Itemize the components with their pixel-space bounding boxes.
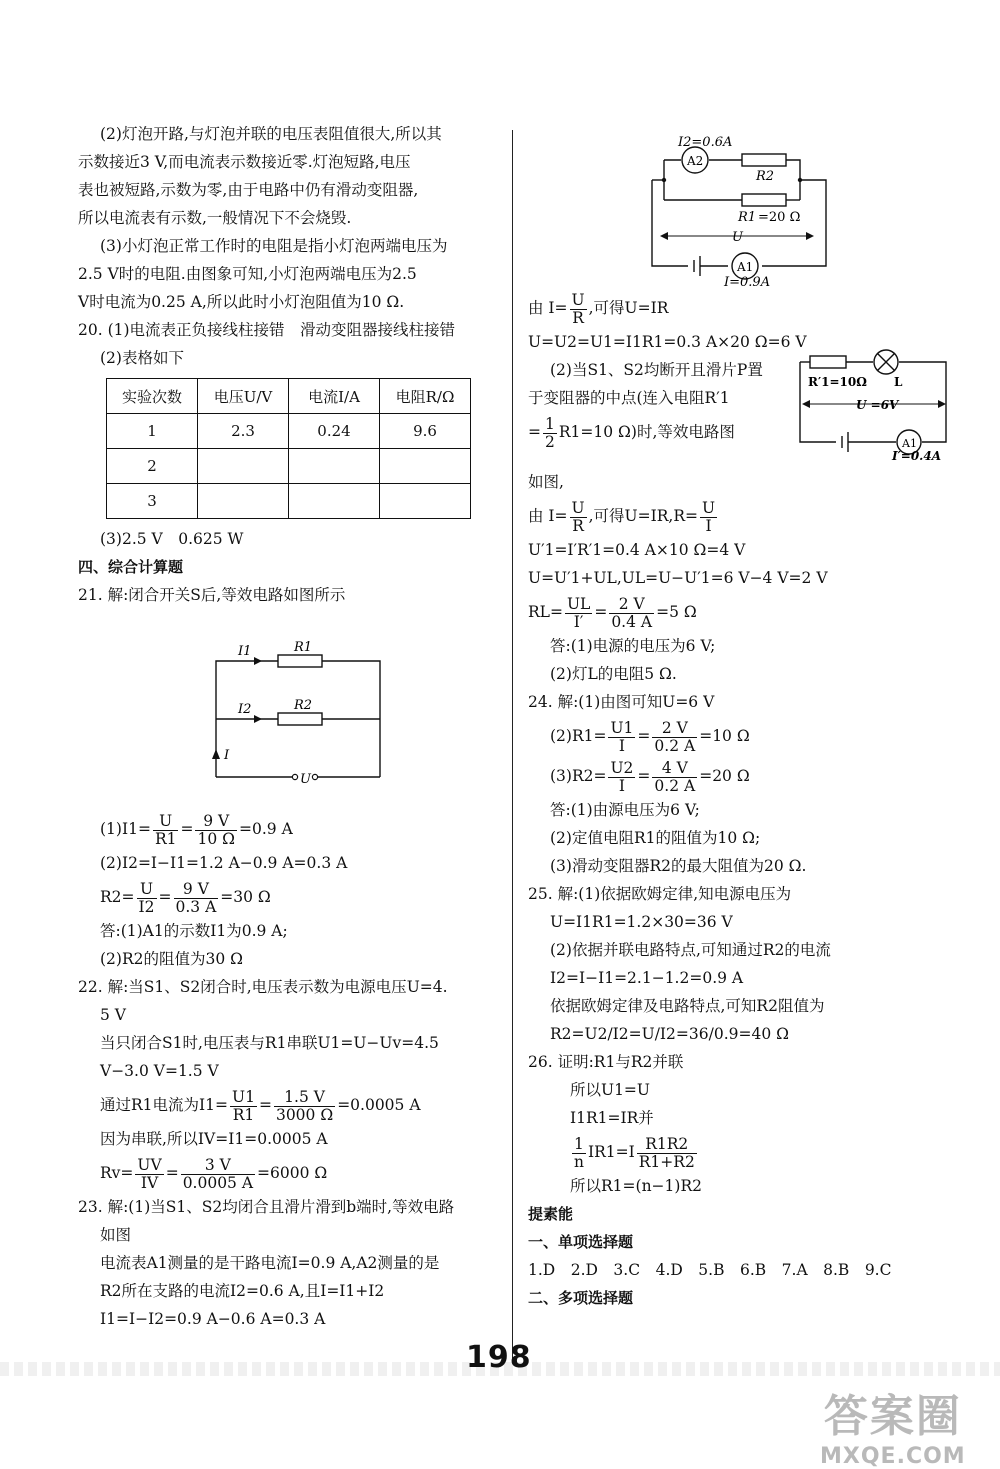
label-l: L [894,375,903,389]
q24-line-1: 24. 解:(1)由图可知U=6 V [528,693,715,711]
denominator: R [572,516,584,535]
table-cell [380,484,471,519]
denominator: 10 Ω [197,829,235,848]
table-cell: 0.24 [289,414,380,449]
label-a2: A2 [687,154,704,168]
numerator: U [153,813,179,831]
q21-answer-2: (2)R2的阻值为30 Ω [100,950,243,968]
label-i2: I2=0.6A [678,135,733,150]
eq-text: = [165,1164,179,1182]
p19-2-line-3: 表也被短路,示数为零,由于电路中仍有滑动变阻器, [78,181,419,199]
q20-part1: 20. (1)电流表正负接线柱接错 滑动变阻器接线柱接错 [78,321,456,339]
fraction [174,881,219,916]
r-part2-line-4: 如图, [528,473,564,491]
eq-text: 由 I= [528,507,568,525]
table-header: 电阻R/Ω [380,379,471,414]
q21-answer-1: 答:(1)A1的示数I1为0.9 A; [100,922,288,940]
r-answer-2: (2)灯L的电阻5 Ω. [550,665,677,683]
label-i2: I2 [238,702,252,717]
eq-text: =10 Ω [699,727,750,745]
fraction [652,760,697,795]
eq-text: =5 Ω [656,603,697,621]
table-cell [380,449,471,484]
r-eq6 [528,496,968,536]
numerator: 1.5 V [274,1089,335,1107]
label-r1: R1 [738,210,757,225]
fraction [570,500,587,535]
fraction [195,813,237,848]
fraction [135,1157,163,1192]
denominator: I [618,776,626,795]
fraction [609,596,654,631]
q20-part3: (3)2.5 V 0.625 W [100,530,244,548]
q26-c [528,1132,968,1172]
q22-a-line-1: 当只闭合S1时,电压表与R1串联U1=U−Uv=4.5 [100,1034,439,1052]
fraction [652,720,697,755]
numerator: 2 V [652,720,697,738]
numerator: U [571,290,585,309]
denominator: 0.3 A [175,897,217,916]
q26-b: I1R1=IR并 [570,1109,654,1127]
r-part2-line-2: 于变阻器的中点(连入电阻R′1 [528,389,730,407]
eq-text: 由 I= [528,299,568,317]
fraction [543,416,557,451]
q21-eq1 [78,809,503,849]
table-header: 电压U/V [198,379,289,414]
table-cell: 2 [107,449,198,484]
circuit-diagram-23b [788,342,958,460]
eq-text: = [258,1096,272,1114]
column-divider [512,130,513,1360]
q22-d [78,1153,503,1193]
fraction [637,1136,697,1171]
r-part2-line-1: (2)当S1、S2均断开且滑片P置 [550,361,763,379]
p19-2-line-2: 示数接近3 V,而电流表示数接近零.灯泡短路,电压 [78,153,411,171]
q25-a: U=I1R1=1.2×30=36 V [550,913,733,931]
q24-answer-1: 答:(1)由源电压为6 V; [550,801,700,819]
label-r1-prime: R′1=10Ω [808,375,867,389]
q26-d: 所以R1=(n−1)R2 [570,1177,702,1195]
watermark-url: MXQE.COM [820,1444,966,1469]
eq-text: = [637,727,651,745]
q24-answer-2: (2)定值电阻R1的阻值为10 Ω; [550,829,761,847]
eq-text: = [180,820,194,838]
label-i: I [224,748,230,763]
label-i-prime: I′=0.4A [892,449,942,460]
table-row [107,414,471,449]
section-heading-tisuneng: 提素能 [528,1205,574,1223]
q25-e: R2=U2/I2=U/I2=36/0.9=40 Ω [550,1025,789,1043]
section-heading-4: 四、综合计算题 [78,558,184,576]
numerator: U [701,498,716,517]
eq-text: (3)R2= [550,767,607,785]
denominator: I [705,516,712,535]
fraction [608,720,635,755]
eq-text: ,可得U=IR,R= [588,507,698,525]
fraction [153,813,179,848]
numerator: 1 [545,414,555,433]
eq-text: = [594,603,608,621]
q23-a-line-3: I1=I−I2=0.9 A−0.6 A=0.3 A [100,1310,326,1328]
eq-text: IR1=I [587,1143,635,1161]
r-answer-1: 答:(1)电源的电压为6 V; [550,637,716,655]
denominator: 0.4 A [611,612,653,631]
q22-a-line-2: V−3.0 V=1.5 V [100,1062,219,1080]
q23-line-2: 如图 [100,1226,132,1244]
table-cell [198,449,289,484]
fraction [565,596,592,631]
fraction [570,292,587,327]
r-eq2: U=U2=U1=I1R1=0.3 A×20 Ω=6 V [528,333,807,351]
label-i: I=0.9A [724,275,771,288]
watermark-title: 答案圈 [823,1391,962,1442]
p19-3-line-2: 2.5 V时的电阻.由图象可知,小灯泡两端电压为2.5 [78,265,417,283]
q21-eq3 [78,877,503,917]
r-eq8: U=U′1+UL,UL=U−U′1=6 V−4 V=2 V [528,569,828,587]
p19-2-line-1: (2)灯泡开路,与灯泡并联的电压表阻值很大,所以其 [100,125,442,143]
denominator: IV [140,1173,159,1192]
table-cell [289,484,380,519]
section-heading-multi-choice: 二、多项选择题 [528,1289,634,1307]
table-cell: 9.6 [380,414,471,449]
single-choice-answers: 1.D 2.D 3.C 4.D 5.B 6.B 7.A 8.B 9.C [528,1261,892,1279]
numerator: 3 V [181,1157,255,1175]
table-cell: 2.3 [198,414,289,449]
denominator: R1+R2 [638,1152,695,1171]
eq-text: =0.0005 A [337,1096,421,1114]
left-column [78,120,503,1333]
denominator: 2 [545,432,555,451]
fraction [181,1157,255,1192]
label-r2: R2 [756,169,775,184]
denominator: R1 [232,1105,255,1124]
fraction [700,500,717,535]
label-u: U [300,772,311,787]
numerator: U [571,498,585,517]
q24-answer-3: (3)滑动变阻器R2的最大阻值为20 Ω. [550,857,807,875]
eq-text: 通过R1电流为I1= [100,1096,229,1114]
numerator: 9 V [174,881,219,899]
denominator: I2 [138,897,155,916]
circuit-diagram-23 [528,128,968,288]
table-cell: 3 [107,484,198,519]
label-u: U [732,230,743,245]
q22-line-1: 22. 解:当S1、S2闭合时,电压表示数为电源电压U=4. [78,978,448,996]
numerator: 9 V [195,813,237,831]
numerator: U [137,881,157,899]
denominator: 3000 Ω [275,1105,334,1124]
q22-line-2: 5 V [100,1006,126,1024]
numerator: U1 [610,718,634,737]
q24-eq3 [528,756,968,796]
numerator: 4 V [652,760,697,778]
eq-text: = [637,767,651,785]
q26-line-1: 26. 证明:R1与R2并联 [528,1053,684,1071]
eq-text: =30 Ω [220,888,271,906]
table-cell [289,449,380,484]
label-i1: I1 [238,644,252,659]
table-header: 电流I/A [289,379,380,414]
fraction [274,1089,335,1124]
eq-text: (2)R1= [550,727,607,745]
denominator: 0.2 A [654,736,696,755]
numerator: UL [566,594,591,613]
label-r2: R2 [294,698,313,713]
numerator: 2 V [609,596,654,614]
numerator: R1R2 [637,1136,697,1154]
experiment-table [106,378,471,519]
eq-text: R2= [100,888,135,906]
eq-text: ,可得U=IR [588,299,669,317]
label-r1: R1 [294,640,313,655]
table-cell [198,484,289,519]
eq-text: RL= [528,603,563,621]
label-a1: A1 [737,260,754,274]
numerator: UV [137,1155,162,1174]
q25-d: 依据欧姆定律及电路特点,可知R2阻值为 [550,997,825,1015]
eq-text: = [528,423,541,441]
q26-a: 所以U1=U [570,1081,650,1099]
fraction [608,760,635,795]
right-column [528,128,968,1312]
r-eq7: U′1=I′R′1=0.4 A×10 Ω=4 V [528,541,746,559]
numerator: 1 [572,1136,586,1154]
q23-a-line-1: 电流表A1测量的是干路电流I=0.9 A,A2测量的是 [100,1254,440,1272]
p19-3-line-3: V时电流为0.25 A,所以此时小灯泡阻值为10 Ω. [78,293,405,311]
eq-text: =20 Ω [699,767,750,785]
q22-b [78,1085,503,1125]
q20-part2: (2)表格如下 [100,349,184,367]
eq-text: (1)I1= [100,820,151,838]
q22-c: 因为串联,所以IV=I1=0.0005 A [100,1130,328,1148]
q25-c: I2=I−I1=2.1−1.2=0.9 A [550,969,744,987]
p19-2-line-4: 所以电流表有示数,一般情况下不会烧毁. [78,209,352,227]
eq-text: R1=10 Ω)时,等效电路图 [558,423,735,441]
label-u: U =6V [856,398,899,412]
eq-text: = [158,888,172,906]
q23-line-1: 23. 解:(1)当S1、S2均闭合且滑片滑到b端时,等效电路 [78,1198,455,1216]
r-eq1 [528,288,968,328]
numerator: U2 [610,758,634,777]
p19-3-line-1: (3)小灯泡正常工作时的电阻是指小灯泡两端电压为 [100,237,448,255]
denominator: R1 [154,829,177,848]
numerator: U1 [232,1087,255,1106]
denominator: 0.0005 A [182,1173,254,1192]
table-row [107,449,471,484]
q21-eq2: (2)I2=I−I1=1.2 A−0.9 A=0.3 A [100,854,348,872]
table-header-row [107,379,471,414]
label-r1-value: =20 Ω [758,210,801,225]
denominator: n [574,1152,584,1171]
eq-text: Rv= [100,1164,134,1182]
r-part2-block [528,356,968,468]
fraction [572,1136,586,1171]
fraction [230,1089,257,1124]
label-a1: A1 [902,437,917,450]
q25-line-1: 25. 解:(1)依据欧姆定律,知电源电压为 [528,885,792,903]
denominator: 0.2 A [654,776,696,795]
table-cell: 1 [107,414,198,449]
table-row [107,484,471,519]
denominator: I′ [573,612,584,631]
table-header: 实验次数 [107,379,198,414]
q24-eq2 [528,716,968,756]
denominator: R [572,308,584,327]
page-number: 198 [466,1340,532,1375]
q25-b: (2)依据并联电路特点,可知通过R2的电流 [550,941,831,959]
section-heading-single-choice: 一、单项选择题 [528,1233,634,1251]
eq-text: =6000 Ω [257,1164,328,1182]
denominator: I [618,736,626,755]
eq-text: =0.9 A [239,820,293,838]
fraction [137,881,157,916]
watermark-logo [820,1380,966,1469]
r-eq9 [528,592,968,632]
circuit-diagram-21 [78,609,503,809]
q23-a-line-2: R2所在支路的电流I2=0.6 A,且I=I1+I2 [100,1282,385,1300]
q21-intro: 21. 解:闭合开关S后,等效电路如图所示 [78,586,346,604]
